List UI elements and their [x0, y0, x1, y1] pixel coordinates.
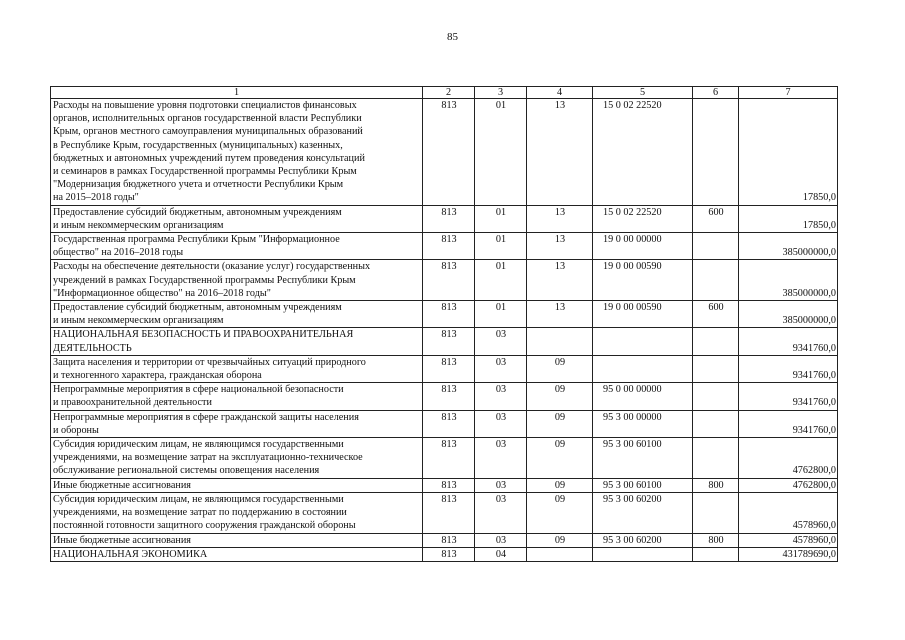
table-row	[51, 438, 838, 479]
section-code: 01	[475, 260, 527, 301]
target-article-code: 95 3 00 60200	[593, 533, 693, 547]
expense-type-code	[693, 547, 739, 561]
table-row	[51, 260, 838, 301]
target-article-code: 15 0 02 22520	[593, 205, 693, 232]
expense-type-code	[693, 355, 739, 382]
table-row	[51, 205, 838, 232]
section-code: 01	[475, 205, 527, 232]
ministry-code: 813	[423, 533, 475, 547]
table-row	[51, 492, 838, 533]
table-row	[51, 355, 838, 382]
target-article-code: 95 3 00 60100	[593, 478, 693, 492]
expense-type-code	[693, 233, 739, 260]
row-description: Субсидия юридическим лицам, не являющимся государственными учреждениями, на возмещение затрат по поддержанию в состоянии постоянной готовности защитного сооружения гражданской обороны	[51, 492, 423, 533]
ministry-code: 813	[423, 438, 475, 479]
amount: 4762800,0	[739, 438, 838, 479]
section-code: 03	[475, 383, 527, 410]
expense-type-code	[693, 492, 739, 533]
table-row	[51, 233, 838, 260]
row-description: Непрограммные мероприятия в сфере гражданской защиты населения и обороны	[51, 410, 423, 437]
subsection-code: 09	[527, 492, 593, 533]
header-row	[51, 87, 838, 99]
section-code: 03	[475, 328, 527, 355]
page-number: 85	[447, 31, 458, 43]
subsection-code	[527, 328, 593, 355]
target-article-code: 95 3 00 00000	[593, 410, 693, 437]
section-code: 01	[475, 301, 527, 328]
row-description: НАЦИОНАЛЬНАЯ ЭКОНОМИКА	[51, 547, 423, 561]
row-description: Иные бюджетные ассигнования	[51, 533, 423, 547]
section-code: 03	[475, 355, 527, 382]
table-row	[51, 328, 838, 355]
table-row	[51, 533, 838, 547]
expense-type-code: 800	[693, 533, 739, 547]
column-header: 6	[693, 87, 739, 99]
table-row	[51, 410, 838, 437]
section-code: 03	[475, 438, 527, 479]
table-row	[51, 383, 838, 410]
row-description: Предоставление субсидий бюджетным, автономным учреждениям и иным некоммерческим организациям	[51, 205, 423, 232]
amount: 4578960,0	[739, 492, 838, 533]
row-description: НАЦИОНАЛЬНАЯ БЕЗОПАСНОСТЬ И ПРАВООХРАНИТЕЛЬНАЯ ДЕЯТЕЛЬНОСТЬ	[51, 328, 423, 355]
expense-type-code: 600	[693, 301, 739, 328]
target-article-code	[593, 328, 693, 355]
ministry-code: 813	[423, 355, 475, 382]
subsection-code: 13	[527, 233, 593, 260]
ministry-code: 813	[423, 233, 475, 260]
row-description: Расходы на повышение уровня подготовки специалистов финансовых органов, исполнительных органов государственной власти Республики Крым, органов местного самоуправления муниципальных образований в Республике Крым, государственных (муниципальных) казенных, бюджетных и автономных учреждений путем проведения консультаций и семинаров в рамках Государственной программы Республики Крым "Модернизация бюджетного учета и отчетности Республики Крым на 2015–2018 годы"	[51, 99, 423, 206]
ministry-code: 813	[423, 383, 475, 410]
section-code: 04	[475, 547, 527, 561]
column-header: 5	[593, 87, 693, 99]
budget-table	[50, 86, 838, 562]
section-code: 03	[475, 533, 527, 547]
row-description: Предоставление субсидий бюджетным, автономным учреждениям и иным некоммерческим организациям	[51, 301, 423, 328]
table-row	[51, 301, 838, 328]
ministry-code: 813	[423, 260, 475, 301]
amount: 9341760,0	[739, 383, 838, 410]
ministry-code: 813	[423, 205, 475, 232]
ministry-code: 813	[423, 478, 475, 492]
row-description: Иные бюджетные ассигнования	[51, 478, 423, 492]
target-article-code: 19 0 00 00000	[593, 233, 693, 260]
amount: 4578960,0	[739, 533, 838, 547]
amount: 4762800,0	[739, 478, 838, 492]
expense-type-code	[693, 99, 739, 206]
subsection-code: 09	[527, 355, 593, 382]
target-article-code	[593, 547, 693, 561]
subsection-code: 09	[527, 478, 593, 492]
column-header: 4	[527, 87, 593, 99]
section-code: 01	[475, 99, 527, 206]
column-header: 7	[739, 87, 838, 99]
amount: 9341760,0	[739, 355, 838, 382]
subsection-code: 13	[527, 205, 593, 232]
target-article-code: 19 0 00 00590	[593, 301, 693, 328]
section-code: 03	[475, 478, 527, 492]
row-description: Непрограммные мероприятия в сфере национальной безопасности и правоохранительной деятельности	[51, 383, 423, 410]
column-header: 2	[423, 87, 475, 99]
expense-type-code	[693, 383, 739, 410]
section-code: 01	[475, 233, 527, 260]
subsection-code: 13	[527, 301, 593, 328]
amount: 385000000,0	[739, 233, 838, 260]
amount: 385000000,0	[739, 301, 838, 328]
amount: 9341760,0	[739, 410, 838, 437]
ministry-code: 813	[423, 410, 475, 437]
subsection-code: 09	[527, 438, 593, 479]
amount: 17850,0	[739, 99, 838, 206]
row-description: Расходы на обеспечение деятельности (оказание услуг) государственных учреждений в рамках Государственной программы Республики Крым "Информационное общество" на 2016–2018 годы"	[51, 260, 423, 301]
target-article-code: 19 0 00 00590	[593, 260, 693, 301]
table-row	[51, 547, 838, 561]
amount: 431789690,0	[739, 547, 838, 561]
row-description: Защита населения и территории от чрезвычайных ситуаций природного и техногенного характера, гражданская оборона	[51, 355, 423, 382]
amount: 17850,0	[739, 205, 838, 232]
column-header: 1	[51, 87, 423, 99]
section-code: 03	[475, 410, 527, 437]
subsection-code	[527, 547, 593, 561]
ministry-code: 813	[423, 301, 475, 328]
ministry-code: 813	[423, 492, 475, 533]
expense-type-code: 800	[693, 478, 739, 492]
amount: 9341760,0	[739, 328, 838, 355]
table-row	[51, 99, 838, 206]
target-article-code: 95 3 00 60200	[593, 492, 693, 533]
target-article-code: 95 3 00 60100	[593, 438, 693, 479]
column-header: 3	[475, 87, 527, 99]
table-row	[51, 478, 838, 492]
amount: 385000000,0	[739, 260, 838, 301]
ministry-code: 813	[423, 99, 475, 206]
target-article-code	[593, 355, 693, 382]
section-code: 03	[475, 492, 527, 533]
subsection-code: 09	[527, 410, 593, 437]
row-description: Субсидия юридическим лицам, не являющимся государственными учреждениями, на возмещение затрат на эксплуатационно-техническое обслуживание региональной системы оповещения населения	[51, 438, 423, 479]
expense-type-code: 600	[693, 205, 739, 232]
expense-type-code	[693, 410, 739, 437]
subsection-code: 13	[527, 260, 593, 301]
subsection-code: 13	[527, 99, 593, 206]
expense-type-code	[693, 438, 739, 479]
row-description: Государственная программа Республики Крым "Информационное общество" на 2016–2018 годы	[51, 233, 423, 260]
expense-type-code	[693, 260, 739, 301]
subsection-code: 09	[527, 383, 593, 410]
ministry-code: 813	[423, 328, 475, 355]
subsection-code: 09	[527, 533, 593, 547]
target-article-code: 15 0 02 22520	[593, 99, 693, 206]
ministry-code: 813	[423, 547, 475, 561]
target-article-code: 95 0 00 00000	[593, 383, 693, 410]
expense-type-code	[693, 328, 739, 355]
